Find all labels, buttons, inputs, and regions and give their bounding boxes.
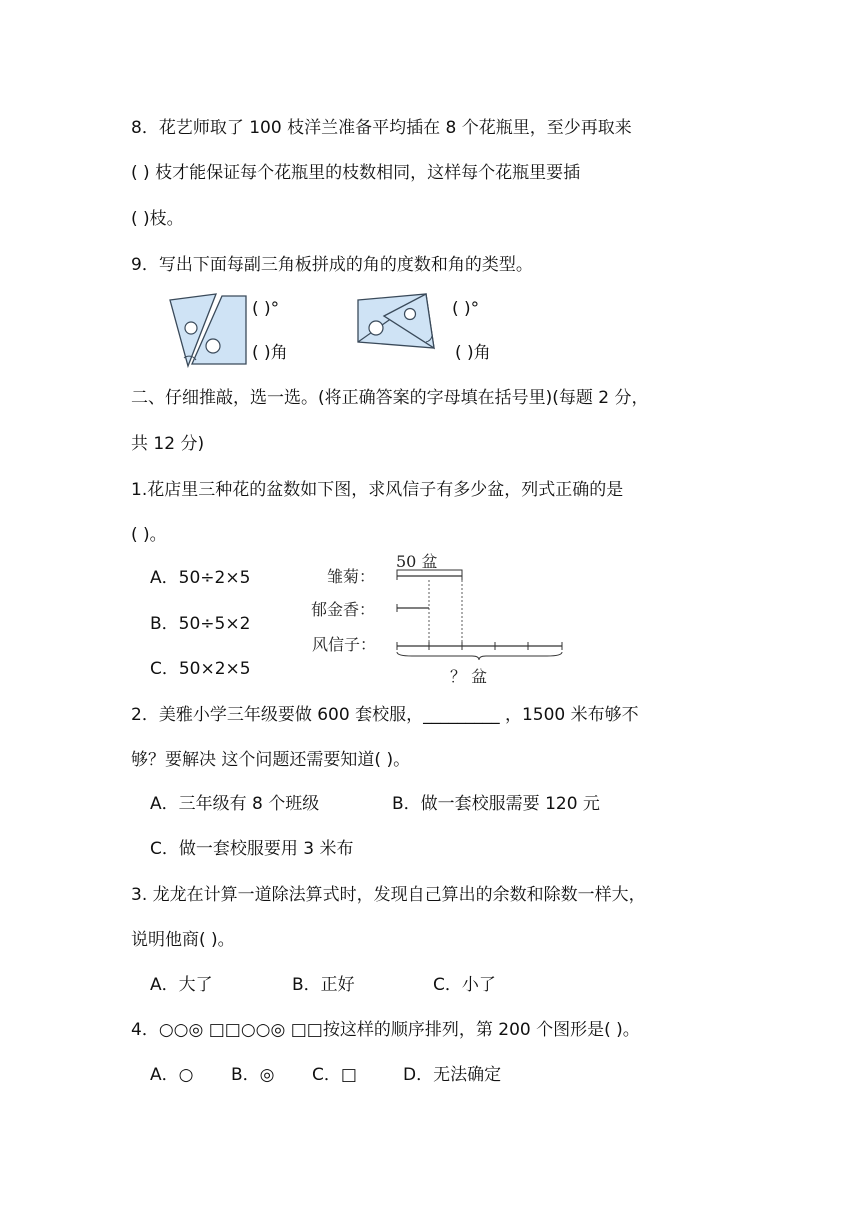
mc4-option-d: D．无法确定 xyxy=(403,1065,502,1085)
left-degree-blank: ( )° xyxy=(252,299,280,319)
section-2-heading-line-2: 共 12 分) xyxy=(131,434,205,454)
mc4-option-c: C．□ xyxy=(312,1065,357,1085)
mc1-option-a: A．50÷2×5 xyxy=(150,568,251,588)
mc2-line-1: 2．美雅小学三年级要做 600 套校服，_________ ，1500 米布够不 xyxy=(131,705,639,725)
mc4-line-1: 4．○○◎ □□○○◎ □□按这样的顺序排列，第 200 个图形是( )。 xyxy=(131,1020,640,1040)
mc2-line-2: 够？要解决 这个问题还需要知道( )。 xyxy=(131,750,411,770)
q8-line-3: ( )枝。 xyxy=(131,209,184,229)
diagram-label-unknown-pots: ？ 盆 xyxy=(450,667,488,686)
mc2-option-c: C．做一套校服要用 3 米布 xyxy=(150,839,354,859)
mc3-line-2: 说明他商( )。 xyxy=(131,930,235,950)
left-angle-type-blank: ( )角 xyxy=(252,343,288,363)
section-2-heading-line-1: 二、仔细推敲，选一选。(将正确答案的字母填在括号里)(每题 2 分， xyxy=(131,388,649,408)
line-segment-diagram xyxy=(392,560,572,670)
q8-line-1: 8．花艺师取了 100 枝洋兰准备平均插在 8 个花瓶里，至少再取来 xyxy=(131,118,632,138)
diagram-row-daisy: 雏菊： xyxy=(327,567,376,586)
mc4-option-b: B．◎ xyxy=(231,1065,275,1085)
mc1-line-1: 1.花店里三种花的盆数如下图，求风信子有多少盆，列式正确的是 xyxy=(131,480,624,500)
mc3-option-a: A．大了 xyxy=(150,975,213,995)
mc1-option-c: C．50×2×5 xyxy=(150,659,251,679)
mc4-option-a: A．○ xyxy=(150,1065,194,1085)
mc1-option-b: B．50÷5×2 xyxy=(150,614,251,634)
diagram-label-50-pots: 50 盆 xyxy=(396,552,438,571)
right-degree-blank: ( )° xyxy=(452,299,480,319)
mc1-line-2: ( )。 xyxy=(131,525,167,545)
mc2-option-b: B．做一套校服需要 120 元 xyxy=(392,794,600,814)
mc3-option-b: B．正好 xyxy=(292,975,355,995)
triangle-set-figure-right xyxy=(354,292,444,352)
right-angle-type-blank: ( )角 xyxy=(455,343,491,363)
diagram-row-tulip: 郁金香： xyxy=(311,600,376,619)
triangle-set-figure-left xyxy=(166,290,256,370)
q8-line-2: ( ) 枝才能保证每个花瓶里的枝数相同，这样每个花瓶里要插 xyxy=(131,163,581,183)
mc3-line-1: 3. 龙龙在计算一道除法算式时，发现自己算出的余数和除数一样大， xyxy=(131,885,646,905)
q9-title: 9．写出下面每副三角板拼成的角的度数和角的类型。 xyxy=(131,255,533,275)
diagram-row-hyacinth: 风信子： xyxy=(312,635,377,654)
mc2-option-a: A．三年级有 8 个班级 xyxy=(150,794,320,814)
mc3-option-c: C．小了 xyxy=(433,975,496,995)
